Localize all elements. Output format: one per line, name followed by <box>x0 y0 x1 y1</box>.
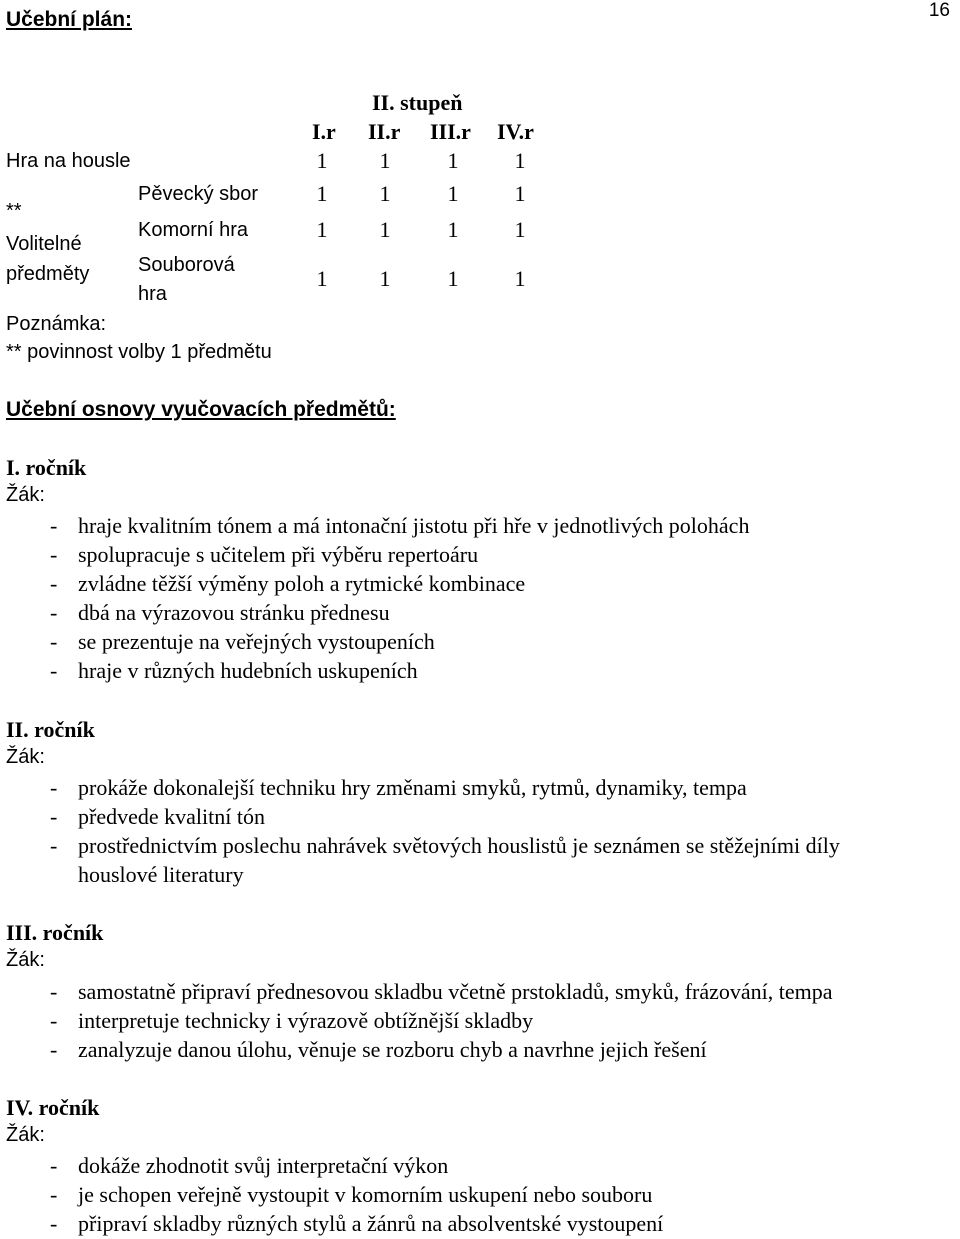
list-item-text: hraje kvalitním tónem a má intonační jistotu při hře v jednotlivých polohách <box>78 513 750 538</box>
list-item <box>50 1153 448 1179</box>
value-main-1: 1 <box>316 148 328 173</box>
list-item <box>50 1211 663 1237</box>
zak-label: Žák: <box>6 484 45 506</box>
list-item-text: zanalyzuje danou úlohu, věnuje se rozboru chyb a navrhne jejich řešení <box>78 1037 707 1062</box>
year-header-1: I.r <box>312 119 336 144</box>
group-label-predmety: předměty <box>6 263 90 285</box>
list-item-text: zvládne těžší výměny poloh a rytmické kombinace <box>78 571 526 596</box>
subject-label-souborova-line2: hra <box>138 283 167 305</box>
bullet-dash: - <box>50 629 58 654</box>
stage-header: II. stupeň <box>372 90 463 115</box>
value-komorni-3: 1 <box>447 217 459 242</box>
value-main-3: 1 <box>447 148 459 173</box>
grade-heading: I. ročník <box>6 455 87 480</box>
value-main-4: 1 <box>514 148 526 173</box>
value-komorni-4: 1 <box>514 217 526 242</box>
list-item-text: spolupracuje s učitelem při výběru repertoáru <box>78 542 479 567</box>
note-text: ** povinnost volby 1 předmětu <box>6 341 272 363</box>
list-item <box>50 1182 652 1208</box>
list-item <box>50 833 840 859</box>
bullet-dash: - <box>50 833 58 858</box>
value-main-2: 1 <box>379 148 391 173</box>
list-item-text: dbá na výrazovou stránku přednesu <box>78 600 390 625</box>
group-label-stars: ** <box>6 200 22 222</box>
list-item <box>50 979 833 1005</box>
value-komorni-1: 1 <box>316 217 328 242</box>
list-item-text: je schopen veřejně vystoupit v komorním uskupení nebo souboru <box>78 1182 653 1207</box>
bullet-dash: - <box>50 513 58 538</box>
list-item-continuation: houslové literatury <box>78 862 244 887</box>
list-item <box>50 513 749 539</box>
year-header-2: II.r <box>368 119 401 144</box>
bullet-dash: - <box>50 1211 58 1236</box>
list-item-text: se prezentuje na veřejných vystoupeních <box>78 629 435 654</box>
value-souborova-1: 1 <box>316 266 328 291</box>
list-item-text: samostatně připraví přednesovou skladbu včetně prstokladů, smyků, frázování, tempa <box>78 979 833 1004</box>
list-item <box>50 600 390 626</box>
list-item-text: prokáže dokonalejší techniku hry změnami smyků, rytmů, dynamiky, tempa <box>78 775 747 800</box>
value-souborova-4: 1 <box>514 266 526 291</box>
subject-label-souborova-line1: Souborová <box>138 254 235 276</box>
grade-heading: III. ročník <box>6 920 104 945</box>
list-item <box>50 542 478 568</box>
list-item <box>50 571 525 597</box>
page-number: 16 <box>928 0 950 21</box>
grade-heading: IV. ročník <box>6 1095 100 1120</box>
value-komorni-2: 1 <box>379 217 391 242</box>
list-item-text: hraje v různých hudebních uskupeních <box>78 658 418 683</box>
bullet-dash: - <box>50 775 58 800</box>
plan-title: Učební plán: <box>6 8 133 31</box>
value-sbor-3: 1 <box>447 181 459 206</box>
zak-label: Žák: <box>6 1124 45 1146</box>
grade-heading: II. ročník <box>6 717 95 742</box>
list-item <box>50 775 747 801</box>
subject-label-main: Hra na housle <box>6 150 131 172</box>
year-header-4: IV.r <box>497 119 534 144</box>
bullet-dash: - <box>50 1037 58 1062</box>
group-label-volitelne: Volitelné <box>6 233 82 255</box>
year-header-3: III.r <box>430 119 471 144</box>
zak-label: Žák: <box>6 746 45 768</box>
value-sbor-2: 1 <box>379 181 391 206</box>
bullet-dash: - <box>50 571 58 596</box>
list-item-text: předvede kvalitní tón <box>78 804 265 829</box>
bullet-dash: - <box>50 1008 58 1033</box>
bullet-dash: - <box>50 1153 58 1178</box>
subject-label-sbor: Pěvecký sbor <box>138 183 259 205</box>
value-souborova-2: 1 <box>379 266 391 291</box>
list-item <box>50 1037 707 1063</box>
list-item <box>50 629 435 655</box>
value-sbor-1: 1 <box>316 181 328 206</box>
value-souborova-3: 1 <box>447 266 459 291</box>
bullet-dash: - <box>50 979 58 1004</box>
subject-label-komorni: Komorní hra <box>138 219 249 241</box>
bullet-dash: - <box>50 542 58 567</box>
bullet-dash: - <box>50 658 58 683</box>
bullet-dash: - <box>50 600 58 625</box>
list-item <box>50 804 265 830</box>
value-sbor-4: 1 <box>514 181 526 206</box>
bullet-dash: - <box>50 804 58 829</box>
osnovy-title: Učební osnovy vyučovacích předmětů: <box>6 398 396 421</box>
list-item <box>50 658 418 684</box>
list-item <box>50 1008 533 1034</box>
list-item-text: dokáže zhodnotit svůj interpretační výkon <box>78 1153 449 1178</box>
list-item-text: připraví skladby různých stylů a žánrů na absolventské vystoupení <box>78 1211 664 1236</box>
bullet-dash: - <box>50 1182 58 1207</box>
zak-label: Žák: <box>6 949 45 971</box>
list-item-text: interpretuje technicky i výrazově obtížnější skladby <box>78 1008 534 1033</box>
note-label: Poznámka: <box>6 313 107 335</box>
list-item-text: prostřednictvím poslechu nahrávek světových houslistů je seznámen se stěžejními díly <box>78 833 840 858</box>
